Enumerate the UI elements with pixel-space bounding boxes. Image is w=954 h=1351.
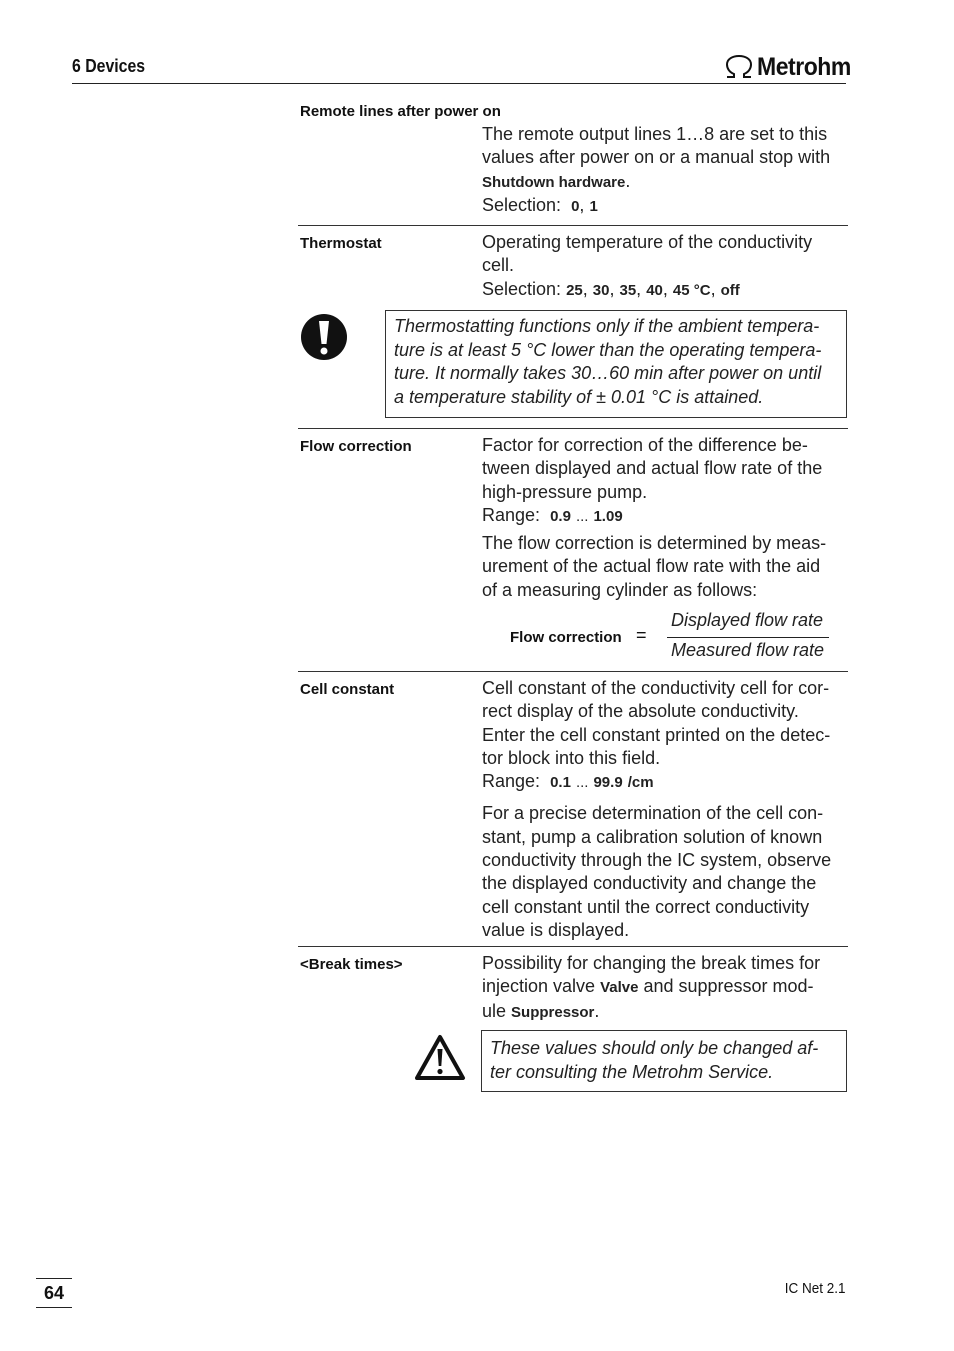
text-line: rect display of the absolute conductivity. bbox=[482, 701, 799, 722]
range-line: Range: 0.9 ... 1.09 bbox=[482, 504, 623, 525]
metrohm-logo bbox=[724, 52, 859, 82]
thermostat-note-box bbox=[385, 310, 847, 418]
break-times-description bbox=[482, 952, 852, 1024]
formula-denominator: Measured flow rate bbox=[671, 640, 825, 660]
text-line: For a precise determination of the cell con- bbox=[482, 803, 824, 824]
option: 45 °C bbox=[672, 281, 711, 299]
text-line: cell constant until the correct conductivity bbox=[482, 896, 810, 917]
option: 30 bbox=[592, 281, 610, 299]
text-line: conductivity through the IC system, observe bbox=[482, 850, 832, 871]
thermostat-label: Thermostat bbox=[300, 235, 382, 252]
range-min: 0.1 bbox=[550, 774, 571, 792]
omega-logo-icon bbox=[724, 54, 754, 80]
warning-line: ter consulting the Metrohm Service. bbox=[490, 1061, 774, 1082]
selection-line: Selection: 25, 30, 35, 40, 45 °C, off bbox=[482, 278, 740, 299]
note-line: ture. It normally takes 30…60 min after power on until bbox=[394, 363, 822, 384]
text-line: values after power on or a manual stop with bbox=[482, 147, 831, 168]
text-line: the displayed conductivity and change the bbox=[482, 873, 817, 894]
product-name: IC Net 2.1 bbox=[785, 1280, 846, 1297]
section-divider bbox=[298, 225, 848, 226]
option-1: 1 bbox=[589, 197, 598, 215]
text-line: Factor for correction of the difference be- bbox=[482, 435, 808, 455]
section-divider bbox=[298, 671, 848, 672]
text-line: high-pressure pump. bbox=[482, 481, 648, 502]
range-max: 99.9 bbox=[593, 774, 623, 792]
warning-triangle-icon bbox=[414, 1034, 466, 1081]
selection-line: Selection: 0, 1 bbox=[482, 194, 598, 215]
option: 35 bbox=[619, 281, 637, 299]
remote-lines-description bbox=[482, 123, 852, 218]
option-0: 0 bbox=[571, 197, 580, 215]
text-line: tween displayed and actual flow rate of the bbox=[482, 458, 823, 479]
cell-constant-label: Cell constant bbox=[300, 681, 395, 698]
range-unit: /cm bbox=[627, 774, 654, 792]
section-divider bbox=[298, 428, 848, 429]
flow-correction-label: Flow correction bbox=[300, 438, 412, 455]
text-line: Enter the cell constant printed on the detec- bbox=[482, 724, 831, 745]
text-line: Operating temperature of the conductivity bbox=[482, 232, 813, 252]
thermostat-description bbox=[482, 231, 852, 302]
fraction-bar bbox=[667, 637, 829, 638]
text-line: tor block into this field. bbox=[482, 747, 661, 768]
range-line: Range: 0.1 ... 99.9 /cm bbox=[482, 771, 654, 792]
text-line: Shutdown hardware. bbox=[482, 170, 631, 191]
text-line: The remote output lines 1…8 are set to this bbox=[482, 124, 828, 144]
shutdown-hardware-term: Shutdown hardware bbox=[482, 173, 626, 191]
logo-wordmark: Metrohm bbox=[757, 52, 851, 81]
text-line: Possibility for changing the break times for bbox=[482, 953, 821, 973]
section-title: 6 Devices bbox=[72, 56, 146, 76]
option: 25 bbox=[566, 281, 583, 299]
important-note-icon bbox=[300, 313, 348, 361]
text-line: of a measuring cylinder as follows: bbox=[482, 579, 758, 600]
section-divider bbox=[298, 946, 848, 947]
formula-equals: = bbox=[636, 625, 647, 645]
break-times-label: <Break times> bbox=[300, 956, 403, 973]
range-max: 1.09 bbox=[593, 507, 623, 525]
note-line: Thermostatting functions only if the ambient tempera- bbox=[394, 316, 820, 336]
note-line: a temperature stability of ± 0.01 °C is attained. bbox=[394, 386, 764, 407]
text-line: urement of the actual flow rate with the aid bbox=[482, 556, 821, 577]
cell-constant-description bbox=[482, 677, 852, 942]
warning-box bbox=[481, 1030, 847, 1092]
text-line: The flow correction is determined by meas- bbox=[482, 533, 827, 554]
suppressor-term: Suppressor bbox=[511, 1003, 595, 1021]
remote-lines-label: Remote lines after power on bbox=[300, 103, 501, 120]
text-line: value is displayed. bbox=[482, 919, 630, 940]
text-line: stant, pump a calibration solution of known bbox=[482, 826, 823, 847]
option: off bbox=[720, 281, 740, 299]
text-line: cell. bbox=[482, 255, 515, 276]
note-line: ture is at least 5 °C lower than the operating tempera- bbox=[394, 339, 822, 360]
option: 40 bbox=[646, 281, 663, 299]
header-rule bbox=[72, 83, 846, 84]
formula-numerator: Displayed flow rate bbox=[671, 610, 824, 630]
range-min: 0.9 bbox=[550, 507, 571, 525]
text-line: injection valve Valve and suppressor mod- bbox=[482, 976, 814, 997]
valve-term: Valve bbox=[600, 979, 639, 997]
flow-correction-description bbox=[482, 434, 852, 602]
warning-line: These values should only be changed af- bbox=[490, 1038, 819, 1058]
page-number: 64 bbox=[36, 1278, 72, 1308]
formula-label: Flow correction bbox=[510, 629, 622, 646]
text-line: Cell constant of the conductivity cell for cor- bbox=[482, 678, 830, 698]
text-line: ule Suppressor. bbox=[482, 1000, 600, 1021]
